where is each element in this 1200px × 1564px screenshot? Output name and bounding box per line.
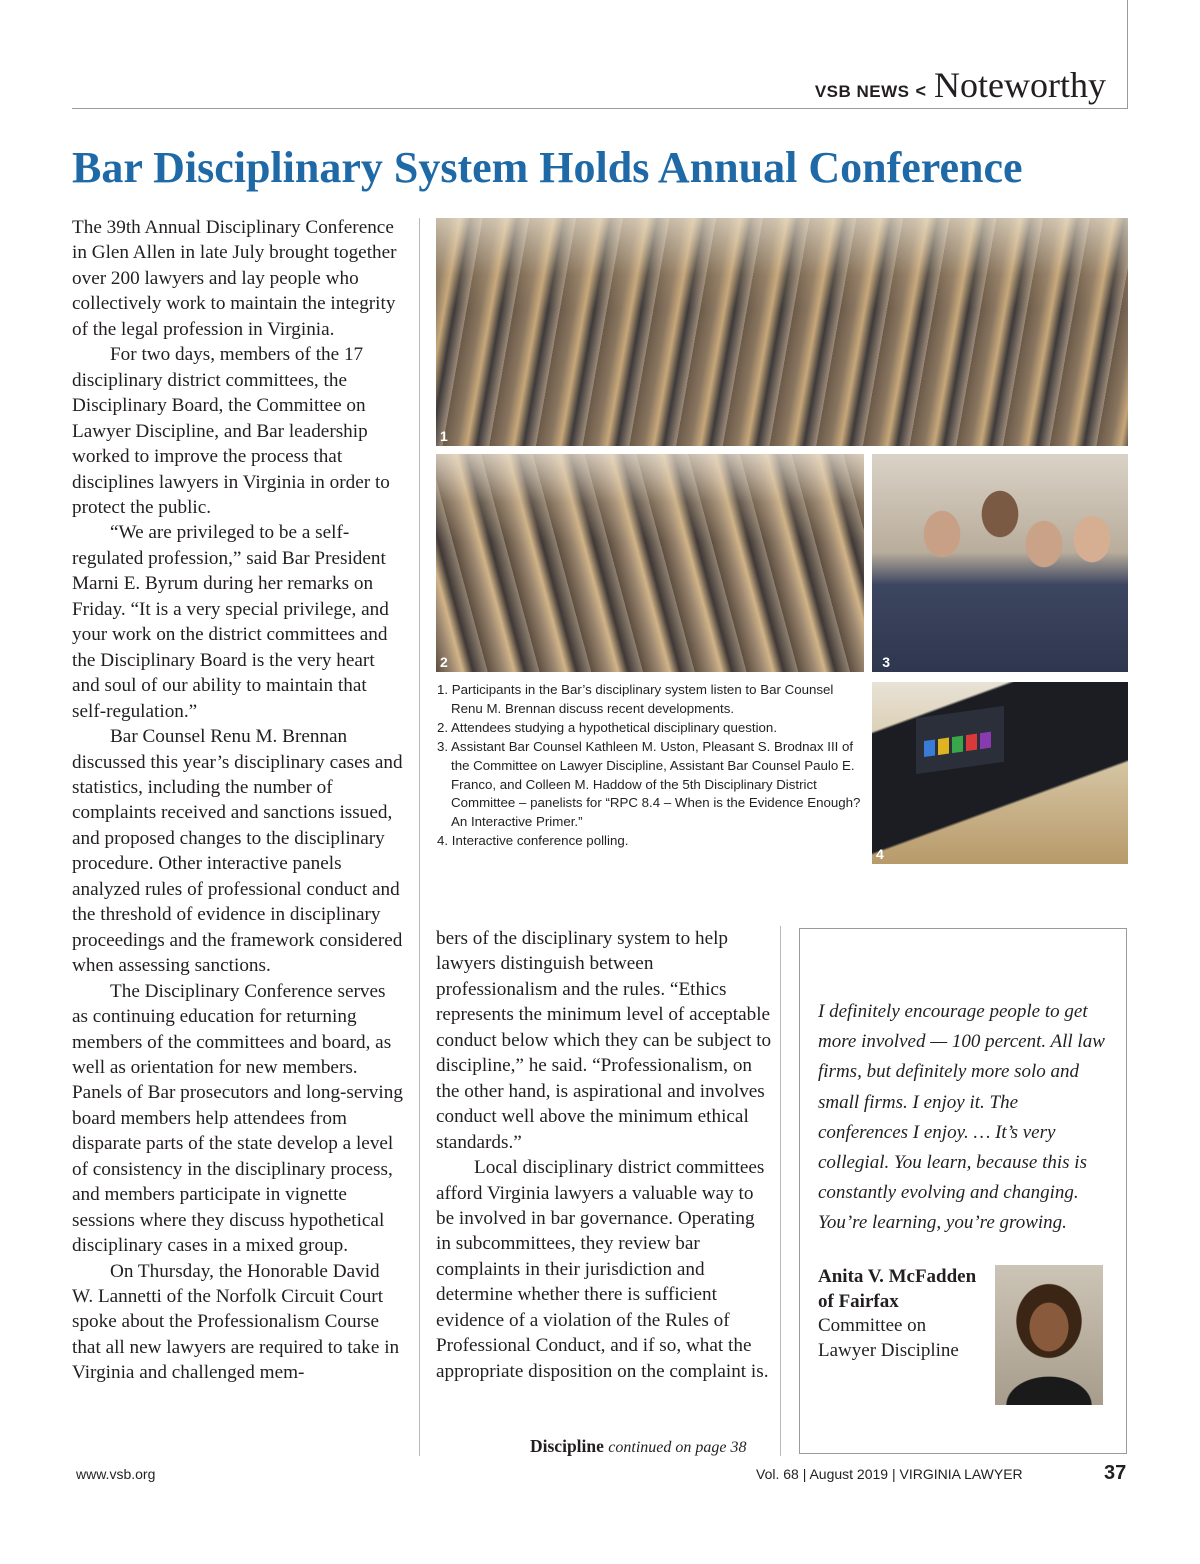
caption: 3. Assistant Bar Counsel Kathleen M. Uston, Pleasant S. Brodnax III of the Committee on Lawyer Discipline, Assistant Bar Counsel Paulo E. Franco, and Colleen M. Haddow of the 5th Disciplinary District Committee – panelists for “RPC 8.4 – When is the Evidence Enough? An Interactive Primer.” — [437, 738, 861, 830]
column-divider — [419, 218, 420, 1456]
photo-number: 3 — [882, 654, 890, 670]
paragraph: The Disciplinary Conference serves as continuing education for returning members of the committees and board, as well as orientation for new members. Panels of Bar prosecutors and long-serving board members help attendees from disparate parts of the state develop a level of consistency in the disciplinary process, and members participate in vignette sessions where they discuss hypothetical disciplinary cases in a mixed group. — [72, 980, 403, 1257]
pull-quote: I definitely encourage people to get more involved — 100 percent. All law firms, but definitely more solo and small firms. I enjoy it. The conferences I enjoy. … It’s very collegial. You learn, because this is constantly evolving and changing. You’re learning, you’re growing. — [818, 1001, 1105, 1234]
paragraph: For two days, members of the 17 disciplinary district committees, the Disciplinary Board, the Committee on Lawyer Discipline, and Bar leadership worked to improve the process that disciplines lawyers in Virginia in order to protect the public. — [72, 344, 390, 518]
paragraph: Local disciplinary district committees afford Virginia lawyers a valuable way to be involved in bar governance. Operating in subcommittees, they review bar complaints in their jurisdiction and determine whether there is sufficient evidence of a violation of the Rules of Professional Conduct, and if so, what the appropriate disposition on the complaint is. — [436, 1157, 769, 1382]
paragraph: bers of the disciplinary system to help lawyers distinguish between professionalism and the rules. “Ethics represents the minimum level of acceptable conduct below which they can be subject to discipline,” he said. “Professionalism, on the other hand, is aspirational and involves conduct well above the minimum ethical standards.” — [436, 928, 772, 1153]
page-number: 37 — [1104, 1462, 1127, 1484]
photo-attendees-studying — [436, 454, 864, 672]
section-name: VSB NEWS — [814, 82, 910, 101]
article-column-1 — [72, 215, 404, 1386]
footer-issue: Vol. 68 | August 2019 | VIRGINIA LAWYER — [756, 1466, 1023, 1482]
continued-keyword: Discipline — [530, 1436, 604, 1456]
quote-attribution — [818, 1265, 988, 1363]
photo-captions — [437, 681, 865, 851]
photo-number: 1 — [440, 428, 448, 444]
attribution-name: Anita V. McFadden — [818, 1266, 977, 1287]
article-title: Bar Disciplinary System Holds Annual Conference — [72, 143, 1023, 192]
tablet-screen — [916, 706, 1004, 774]
caption: 1. Participants in the Bar’s disciplinary system listen to Bar Counsel Renu M. Brennan discuss recent developments. — [437, 682, 834, 716]
paragraph: On Thursday, the Honorable David W. Lannetti of the Norfolk Circuit Court spoke about the Professionalism Course that all new lawyers are required to take in Virginia and challenged mem- — [72, 1260, 400, 1384]
section-separator: < — [915, 81, 927, 101]
attribution-role: Committee on — [818, 1315, 927, 1336]
subsection-name: Noteworthy — [934, 65, 1106, 105]
photo-number: 4 — [876, 846, 884, 862]
attribution-location: of Fairfax — [818, 1290, 899, 1312]
caption: 4. Interactive conference polling. — [437, 833, 629, 849]
column-divider — [780, 926, 781, 1456]
paragraph: Bar Counsel Renu M. Brennan discussed this year’s disciplinary cases and statistics, including the number of complaints received and sanctions issued, and proposed changes to the disciplinary procedure. Other interactive panels analyzed rules of professional conduct and the threshold of evidence in disciplinary proceedings and the framework considered when assessing sanctions. — [72, 726, 403, 977]
continued-note — [530, 1436, 746, 1457]
section-label — [815, 64, 1106, 106]
paragraph: The 39th Annual Disciplinary Conference in Glen Allen in late July brought together over 200 lawyers and lay people who collectively work to maintain the integrity of the legal profession in Virginia. — [72, 217, 397, 340]
caption: 2. Attendees studying a hypothetical disciplinary question. — [437, 719, 778, 735]
header-rule — [72, 108, 1128, 109]
photo-panelists — [872, 454, 1128, 672]
photo-conference-audience — [436, 218, 1128, 446]
footer-website: www.vsb.org — [76, 1466, 156, 1482]
header-vertical-rule — [1127, 0, 1128, 109]
continued-text: continued on page 38 — [608, 1439, 747, 1456]
quote-sidebar — [799, 928, 1127, 1454]
photo-number: 2 — [440, 654, 448, 670]
photo-tablet-polling — [872, 682, 1128, 864]
paragraph: “We are privileged to be a self-regulated profession,” said Bar President Marni E. Byrum during her remarks on Friday. “It is a very special privilege, and your work on the district committees and the Disciplinary Board is the very heart and soul of our ability to maintain that self-regulation.” — [72, 522, 389, 722]
article-column-2 — [436, 926, 772, 1384]
attribution-role: Lawyer Discipline — [818, 1339, 959, 1361]
headshot-photo — [995, 1265, 1103, 1405]
